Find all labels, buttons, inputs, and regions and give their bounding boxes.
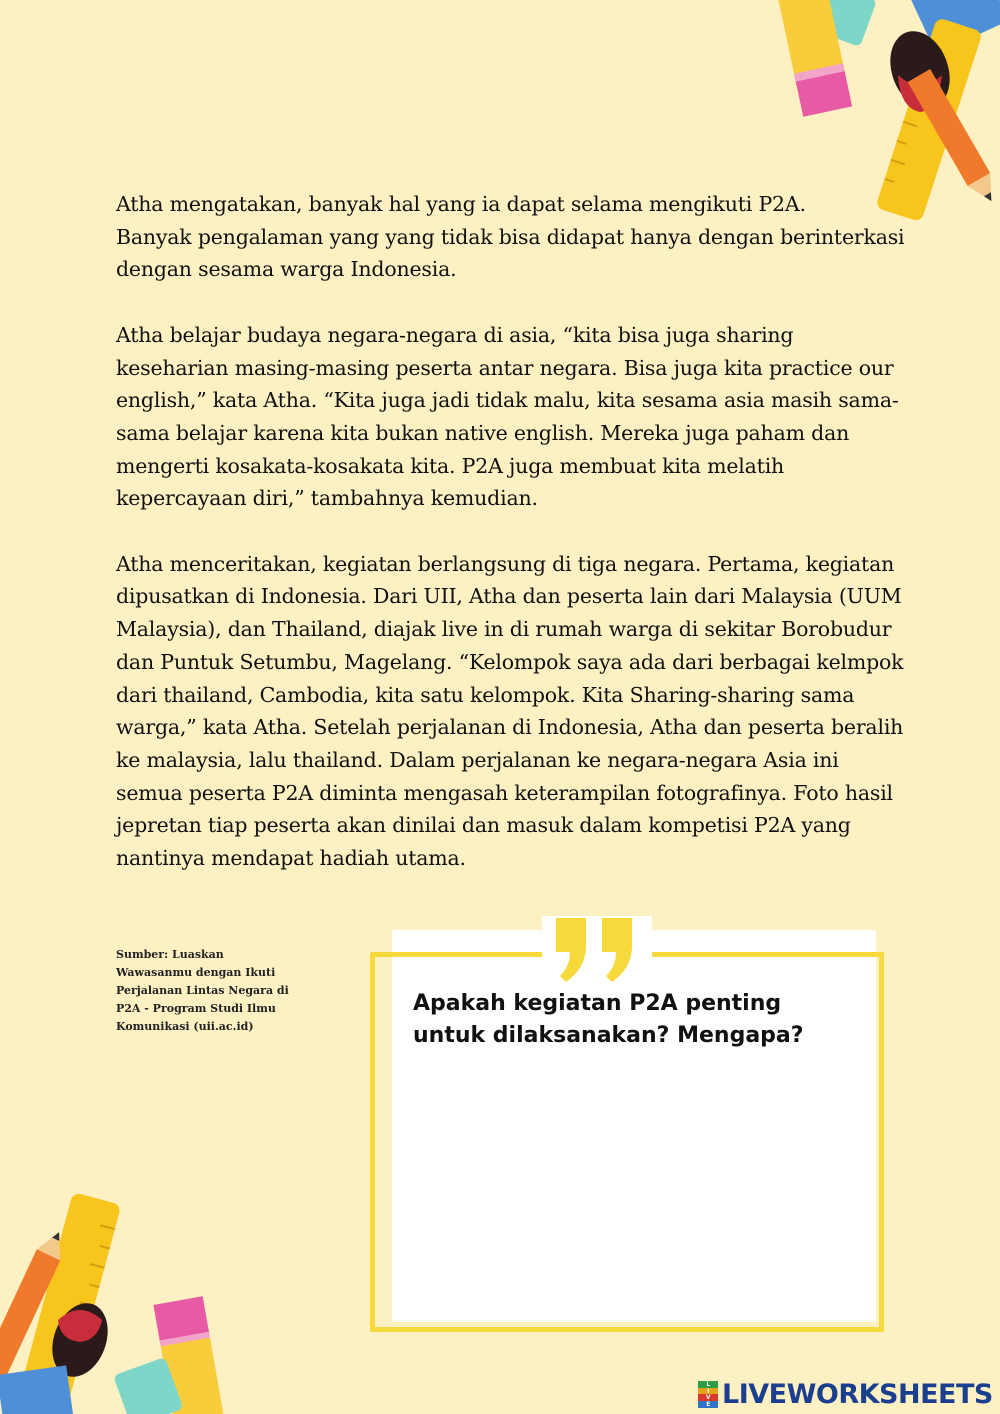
article-paragraph: Atha menceritakan, kegiatan berlangsung di tiga negara. Pertama, kegiatan dipusatkan di Indonesia. Dari UII, Atha dan peserta lain dari Malaysia (UUM Malaysia), dan Thailand, diajak live in di rumah warga di sekitar Borobudur dan Puntuk Setumbu, Magelang. “Kelompok saya ada dari berbagai kelmpok dari thailand, Cambodia, kita satu kelompok. Kita Sharing-sharing sama warga,” kata Atha. Setelah perjalanan di Indonesia, Atha dan peserta beralih ke malaysia, lalu thailand. Dalam perjalanan ke negara-negara Asia ini semua peserta P2A diminta mengasah keterampilan fotografinya. Foto hasil jepretan tiap peserta akan dinilai dan masuk dalam kompetisi P2A yang nantinya mendapat hadiah utama. bbox=[116, 551, 904, 871]
liveworksheets-logo[interactable] bbox=[698, 1376, 993, 1412]
liveworksheets-logo-text: LIVEWORKSHEETS bbox=[722, 1378, 993, 1410]
badge-letter: V bbox=[698, 1394, 718, 1401]
article-body bbox=[116, 188, 906, 907]
stationery-decoration-bottom-left bbox=[0, 1190, 240, 1414]
badge-letter: I bbox=[698, 1388, 718, 1395]
badge-letter: L bbox=[698, 1381, 718, 1388]
liveworksheets-badge-icon bbox=[698, 1381, 718, 1407]
article-paragraph: Atha belajar budaya negara-negara di asia, “kita bisa juga sharing keseharian masing-masing peserta antar negara. Bisa juga kita practice our english,” kata Atha. “Kita juga jadi tidak malu, kita sesama asia masih sama-sama belajar karena kita bukan native english. Mereka juga paham dan mengerti kosakata-kosakata kita. P2A juga membuat kita melatih kepercayaan diri,” tambahnya kemudian. bbox=[116, 322, 899, 511]
article-paragraph: Atha mengatakan, banyak hal yang ia dapat selama mengikuti P2A. Banyak pengalaman yang yang tidak bisa didapat hanya dengan berinterkasi dengan sesama warga Indonesia. bbox=[116, 192, 905, 282]
closing-quote-icon bbox=[552, 916, 642, 986]
badge-letter: E bbox=[698, 1401, 718, 1408]
question-prompt: Apakah kegiatan P2A penting untuk dilaksanakan? Mengapa? bbox=[413, 991, 804, 1048]
source-citation: Sumber: Luaskan Wawasanmu dengan Ikuti Perjalanan Lintas Negara di P2A - Program Studi Ilmu Komunikasi (uii.ac.id) bbox=[116, 948, 289, 1033]
